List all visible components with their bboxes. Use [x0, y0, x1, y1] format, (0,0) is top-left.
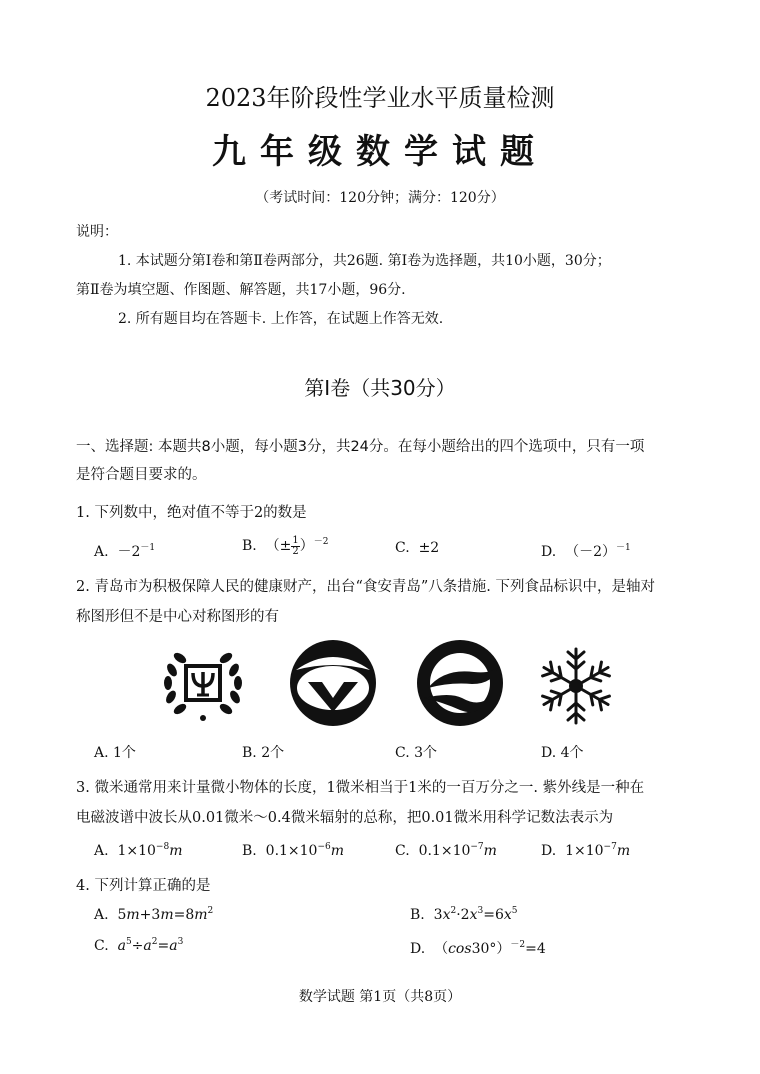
option-value: －2	[117, 544, 141, 560]
term: 3	[433, 907, 443, 923]
exponent: 2	[207, 906, 214, 916]
unit: m	[330, 843, 345, 859]
exponent: －1	[140, 543, 156, 553]
question-4-option-d	[410, 937, 546, 958]
note-1-line-2: 第Ⅱ卷为填空题、作图题、解答题，共17小题，96分.	[76, 282, 406, 298]
exponent: −6	[317, 842, 331, 852]
term: 30°）	[471, 941, 511, 957]
question-4-stem: 4. 下列计算正确的是	[76, 878, 211, 894]
option-label: B.	[242, 538, 257, 554]
term: （	[434, 941, 449, 957]
exponent: 5	[511, 906, 518, 916]
option-label: C.	[395, 540, 410, 556]
option-label: D.	[410, 941, 426, 957]
option-label: A.	[94, 907, 109, 923]
option-label: C.	[395, 843, 410, 859]
option-label: D.	[541, 843, 557, 859]
option-label: B.	[242, 843, 257, 859]
option-label: D.	[541, 544, 557, 560]
term: 5	[117, 907, 127, 923]
unit: m	[169, 843, 183, 859]
food-logo-leaf-circle-icon	[414, 638, 506, 728]
variable: x	[442, 907, 451, 923]
question-2-option-b: B. 2个	[242, 745, 285, 761]
notes-label: 说明：	[76, 224, 118, 240]
question-1-option-c	[395, 540, 439, 556]
option-label: C.	[94, 938, 109, 954]
exponent: －1	[616, 543, 631, 553]
variable: a	[169, 938, 178, 954]
exponent: 5	[125, 937, 132, 947]
term: =6	[483, 907, 504, 923]
option-value: （±	[265, 538, 292, 554]
food-logo-wreath-icon	[160, 640, 246, 726]
term: ÷	[131, 938, 144, 954]
option-label: B.	[410, 907, 425, 923]
exponent: −7	[470, 842, 484, 852]
food-logo-snowflake-icon	[535, 645, 617, 727]
exponent: −7	[603, 842, 617, 852]
denominator: 2	[292, 545, 299, 557]
term: ·2	[456, 907, 470, 923]
question-1-option-d	[541, 540, 631, 561]
question-2-stem-line-1: 2. 青岛市为积极保障人民的健康财产，出台“食安青岛”八条措施. 下列食品标识中，是轴对	[76, 579, 655, 595]
exponent: −8	[155, 842, 170, 852]
option-value: 0.1×10	[418, 843, 471, 859]
question-4-option-a	[94, 906, 213, 923]
page-footer: 数学试题 第1页（共8页）	[298, 989, 462, 1005]
term: =4	[525, 941, 546, 957]
option-value: ±2	[418, 540, 440, 556]
question-2-option-a: A. 1个	[94, 745, 136, 761]
term: =8	[173, 907, 195, 923]
note-2: 2. 所有题目均在答题卡. 上作答，在试题上作答无效.	[118, 311, 444, 327]
question-2-stem-line-2: 称图形但不是中心对称图形的有	[76, 609, 279, 625]
option-label: A.	[94, 843, 109, 859]
question-4-option-b	[410, 906, 518, 923]
exponent: 3	[477, 906, 484, 916]
exponent: 2	[450, 906, 457, 916]
food-logo-v-circle-icon	[286, 638, 380, 728]
question-3-option-c	[395, 842, 497, 859]
fraction	[291, 536, 299, 557]
function-name: cos	[448, 941, 472, 957]
question-3-stem-line-2: 电磁波谱中波长从0.01微米～0.4微米辐射的总称，把0.01微米用科学记数法表示为	[76, 810, 614, 826]
option-value: ）	[299, 538, 314, 554]
option-value: 0.1×10	[265, 843, 318, 859]
option-value: 1×10	[117, 843, 156, 859]
question-4-option-c	[94, 937, 183, 954]
exam-title: 2023年阶段性学业水平质量检测	[205, 84, 555, 112]
option-label: A.	[94, 544, 109, 560]
term: +3	[139, 907, 161, 923]
unit: m	[616, 843, 631, 859]
note-1-line-1: 1. 本试题分第Ⅰ卷和第Ⅱ卷两部分，共26题. 第Ⅰ卷为选择题，共10小题，30分；	[118, 253, 611, 269]
variable: a	[117, 938, 126, 954]
subject-title: 九年级数学试题	[212, 132, 548, 172]
numerator: 1	[292, 534, 299, 546]
exponent: 2	[151, 937, 158, 947]
part-1-instructions-line-1: 一、选择题: 本题共8小题，每小题3分，共24分。在每小题给出的四个选项中，只有一项	[76, 439, 645, 455]
question-1-stem: 1. 下列数中，绝对值不等于2的数是	[76, 505, 307, 521]
part-1-instructions-line-2: 是符合题目要求的。	[76, 467, 207, 483]
variable: m	[160, 907, 174, 923]
variable: a	[143, 938, 152, 954]
variable: x	[469, 907, 478, 923]
question-3-option-a	[94, 842, 182, 859]
variable: x	[503, 907, 512, 923]
section-title: 第Ⅰ卷（共30分）	[304, 376, 456, 400]
exponent: －2	[313, 537, 329, 547]
question-3-option-d	[541, 842, 630, 859]
exam-time-info: （考试时间：120分钟；满分：120分）	[255, 190, 505, 206]
term: =	[157, 938, 170, 954]
exponent: 3	[177, 937, 184, 947]
question-2-option-c: C. 3个	[395, 745, 438, 761]
question-3-option-b	[242, 842, 344, 859]
unit: m	[483, 843, 497, 859]
exponent: －2	[510, 940, 526, 950]
question-2-option-d: D. 4个	[541, 745, 584, 761]
question-1-option-a	[94, 540, 155, 561]
variable: m	[126, 907, 140, 923]
option-value: （－2）	[565, 544, 617, 560]
variable: m	[194, 907, 208, 923]
question-1-option-b	[242, 534, 329, 557]
question-3-stem-line-1: 3. 微米通常用来计量微小物体的长度，1微米相当于1米的一百万分之一. 紫外线是一种在	[76, 780, 645, 796]
option-value: 1×10	[565, 843, 604, 859]
